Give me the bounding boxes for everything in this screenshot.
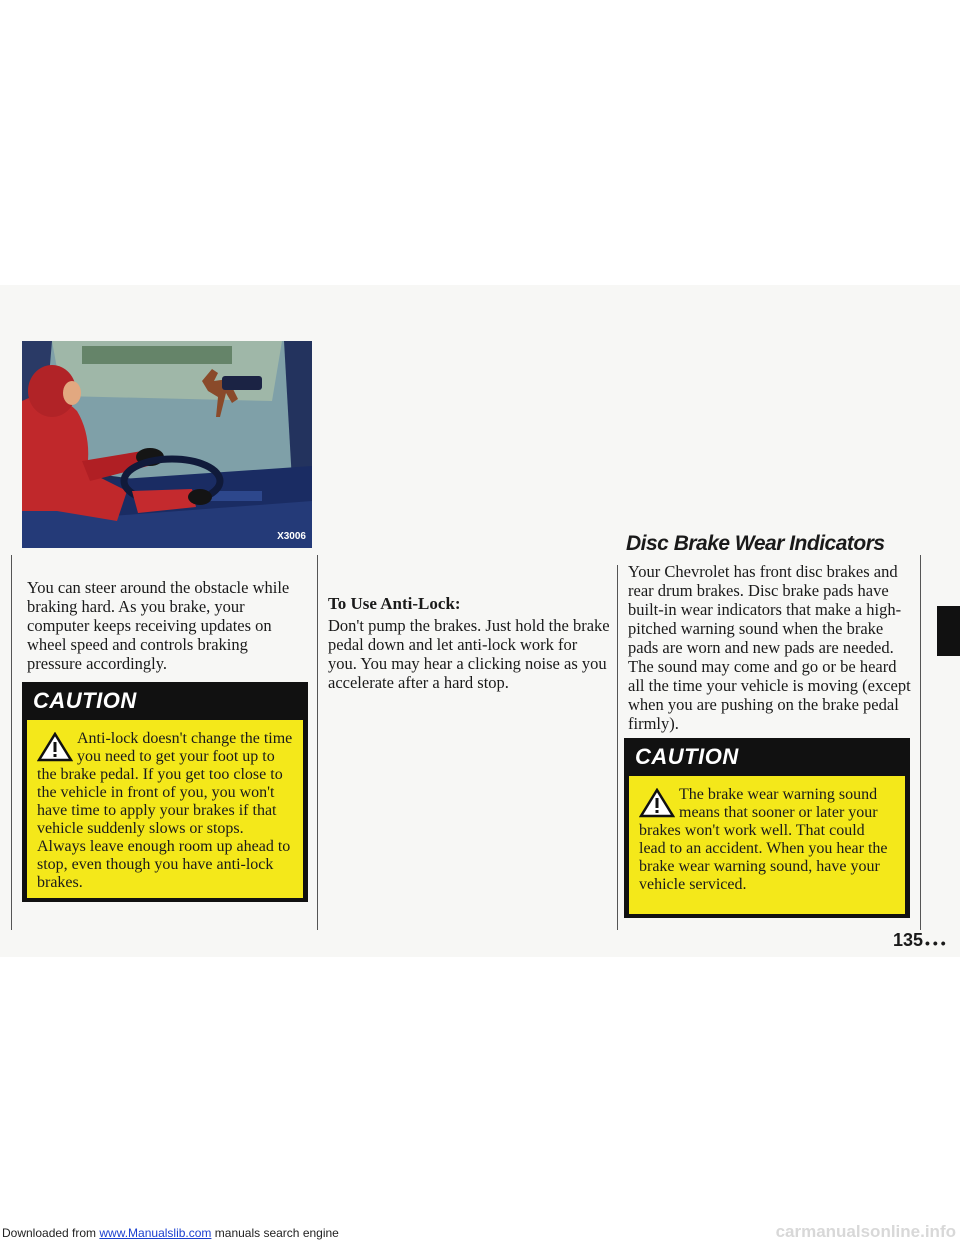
driver-braking-illustration [22, 341, 312, 548]
footer-prefix: Downloaded from [2, 1226, 100, 1240]
caution-title: CAUTION [635, 744, 739, 769]
page-number: 135 [893, 930, 924, 950]
caution-box-antilock [22, 682, 308, 902]
column-rule-left [11, 555, 12, 930]
left-paragraph: You can steer around the obstacle while braking hard. As you brake, your computer keeps receiving updates on wheel speed and controls braking pressure accordingly. [27, 578, 290, 673]
manualslib-link[interactable]: www.Manualslib.com [99, 1226, 212, 1240]
disc-brake-paragraph: Your Chevrolet has front disc brakes and rear drum brakes. Disc brake pads have built-in wear indicators that make a high-pitched warning sound when the brake pads are worn and new pads are needed. The sound may come and go or be heard all the time your vehicle is moving (except when you are pushing on the brake pedal firmly). [628, 562, 911, 733]
figure-code: X3006 [277, 531, 306, 542]
footer-suffix: manuals search engine [211, 1226, 339, 1240]
download-footer [2, 1226, 339, 1240]
column-rule-right-b [920, 555, 921, 930]
column-rule-right-a [617, 565, 618, 930]
section-tab-marker [937, 606, 960, 656]
warning-triangle-icon [37, 732, 73, 762]
column-rule-middle [317, 555, 318, 930]
page-dots: ••• [925, 935, 949, 951]
antilock-paragraph: Don't pump the brakes. Just hold the brake pedal down and let anti-lock work for you. You may hear a clicking noise as you accelerate after a hard stop. [328, 616, 610, 692]
caution-text: Anti-lock doesn't change the time you need to get your foot up to the brake pedal. If you get too close to the vehicle in front of you, you won't have time to apply your brakes if that vehicle suddenly slows or stops. Always leave enough room up ahead to stop, even though you have anti-lock brakes. [37, 730, 293, 891]
section-title-disc-brake: Disc Brake Wear Indicators [626, 532, 885, 555]
caution-box-brake-wear [624, 738, 910, 918]
illustration-drawing [22, 341, 312, 548]
caution-title: CAUTION [33, 688, 137, 713]
caution-text: The brake wear warning sound means that sooner or later your brakes won't work well. That could lead to an accident. When you hear the brake wear warning sound, have your vehicle serviced. [639, 786, 888, 893]
caution-body [629, 776, 905, 914]
warning-triangle-icon [639, 788, 675, 818]
antilock-heading: To Use Anti-Lock: [328, 594, 461, 613]
caution-body [27, 720, 303, 898]
watermark-text: carmanualsonline.info [775, 1222, 956, 1241]
